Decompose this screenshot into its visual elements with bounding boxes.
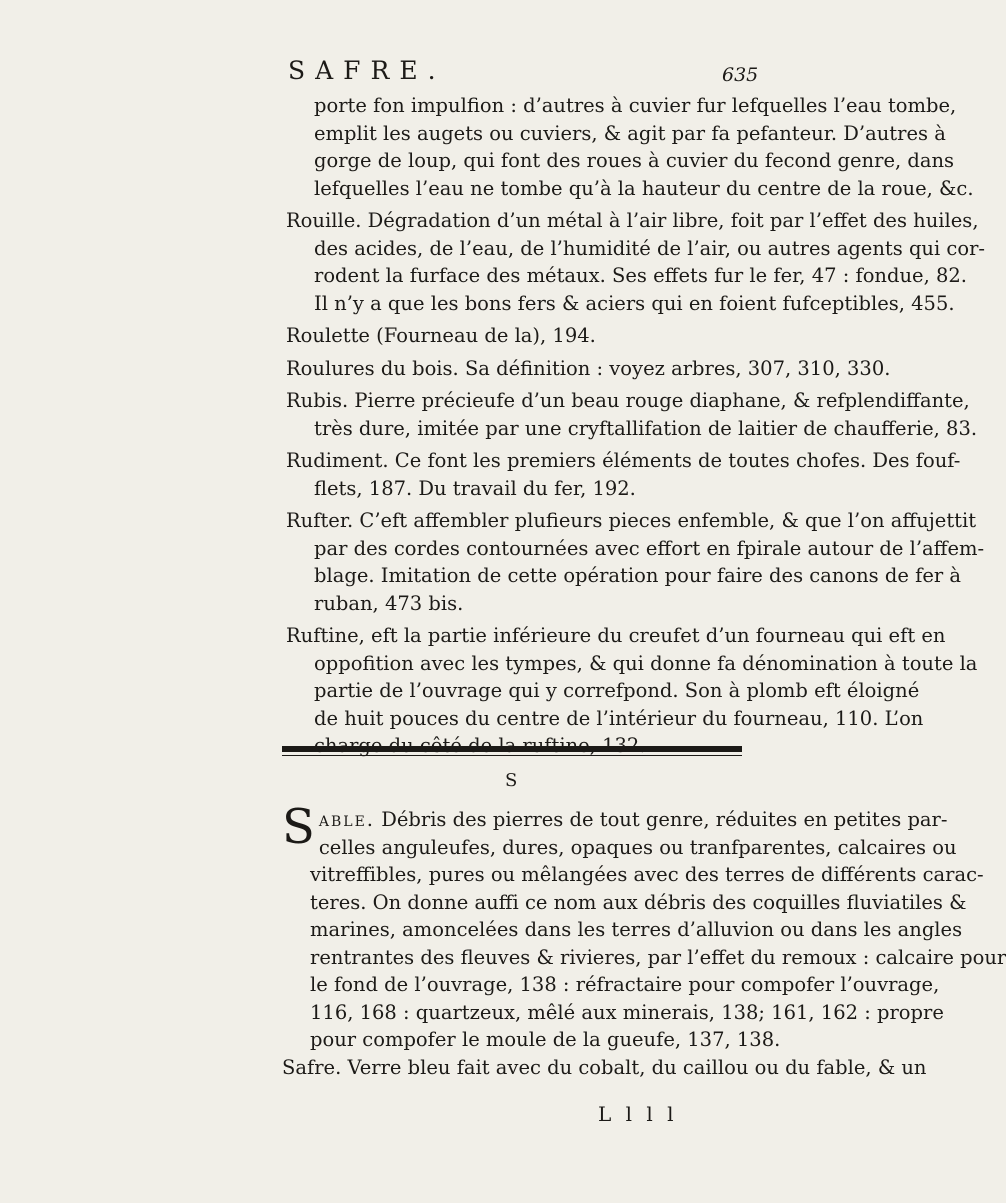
entry-text: Débris des pierres de tout genre, réduites en petites par-	[375, 808, 948, 831]
entry-line: flets, 187. Du travail du fer, 192.	[314, 476, 636, 500]
entry-line: Ruftine, eft la partie inférieure du creufet d’un fourneau qui eft en	[286, 624, 946, 647]
entry-line: le fond de l’ouvrage, 138 : réfractaire pour compofer l’ouvrage,	[310, 973, 940, 996]
entry-line: celles anguleufes, dures, opaques ou tranfparentes, calcaires ou	[318, 835, 957, 859]
entry-line: gorge de loup, qui font des roues à cuvier du fecond genre, dans	[314, 149, 955, 172]
section-letter-text: S	[505, 770, 518, 791]
entry-line: ruban, 473 bis.	[314, 591, 464, 615]
entry-continuation	[286, 92, 974, 202]
entry-line: pour compofer le moule de la gueufe, 137, 138.	[310, 1028, 781, 1051]
entry-line: par des cordes contournées avec effort en fpirale autour de l’affem-	[314, 536, 985, 560]
entry-ruftine	[286, 622, 978, 760]
page-header	[0, 56, 800, 96]
entry-line: blage. Imitation de cette opération pour faire des canons de fer à	[314, 564, 962, 587]
headword: able.	[318, 808, 376, 831]
entry-line: Il n’y a que les bons fers & aciers qui en foient fufceptibles, 455.	[314, 291, 955, 315]
entry-line	[282, 806, 948, 834]
entry-line: Rouille. Dégradation d’un métal à l’air libre, foit par l’effet des huiles,	[286, 209, 979, 232]
entry-safre: Safre. Verre bleu fait avec du cobalt, du caillou ou du fable, & un	[282, 1055, 927, 1079]
entry-line: Roulette (Fourneau de la), 194.	[286, 324, 596, 347]
entry-line: Rudiment. Ce font les premiers éléments de toutes chofes. Des fouf-	[286, 449, 961, 472]
page-number: 635	[722, 64, 759, 86]
entry-line: Rubis. Pierre précieufe d’un beau rouge diaphane, & refplendiffante,	[286, 389, 970, 412]
index-entries	[0, 92, 985, 765]
entry-line: marines, amoncelées dans les terres d’alluvion ou dans les angles	[310, 918, 963, 941]
entry-line: Roulures du bois. Sa définition : voyez arbres, 307, 310, 330.	[286, 356, 891, 380]
entry-line: 116, 168 : quartzeux, mêlé aux minerais, 138; 161, 162 : propre	[310, 1000, 944, 1024]
entry-line: oppofition avec les tympes, & qui donne fa dénomination à toute la	[314, 651, 978, 675]
entry-line: lefquelles l’eau ne tombe qu’à la hauteur du centre de la roue, &c.	[314, 176, 974, 200]
signature-mark: L l l l	[598, 1102, 678, 1126]
drop-cap: S	[282, 799, 315, 855]
running-title: SAFRE.	[288, 56, 446, 85]
entry-roulette	[286, 322, 756, 350]
entry-sable	[282, 799, 1006, 1081]
entry-line: de huit pouces du centre de l’intérieur du fourneau, 110. L’on	[314, 706, 924, 730]
entry-line: Rufter. C’eft affembler plufieurs pieces enfemble, & que l’on affujettit	[286, 509, 977, 532]
entry-rufter	[286, 507, 985, 617]
entry-line: très dure, imitée par une cryftallifation de laitier de chaufferie, 83.	[314, 416, 978, 440]
entry-rouille	[286, 207, 985, 317]
entry-roulures	[286, 355, 891, 383]
entry-line: teres. On donne auffi ce nom aux débris des coquilles fluviatiles &	[310, 890, 967, 914]
entry-line: rentrantes des fleuves & rivieres, par l’effet du remoux : calcaire pour	[310, 945, 1006, 969]
entry-rudiment	[286, 447, 961, 502]
entry-line: emplit les augets ou cuviers, & agit par fa pefanteur. D’autres à	[314, 121, 946, 145]
entry-line: des acides, de l’eau, de l’humidité de l’air, ou autres agents qui cor-	[314, 236, 985, 260]
entry-line: porte fon impulfion : d’autres à cuvier fur lefquelles l’eau tombe,	[314, 94, 957, 117]
entry-line: rodent la furface des métaux. Ses effets fur le fer, 47 : fondue, 82.	[314, 264, 967, 287]
entry-line: vitreffibles, pures ou mêlangées avec des terres de différents carac-	[310, 863, 984, 886]
entry-line: partie de l’ouvrage qui y correfpond. Son à plomb eft éloigné	[314, 679, 920, 702]
entry-rubis	[286, 387, 978, 442]
section-divider-thick	[282, 746, 742, 752]
section-divider-thin	[282, 755, 742, 756]
